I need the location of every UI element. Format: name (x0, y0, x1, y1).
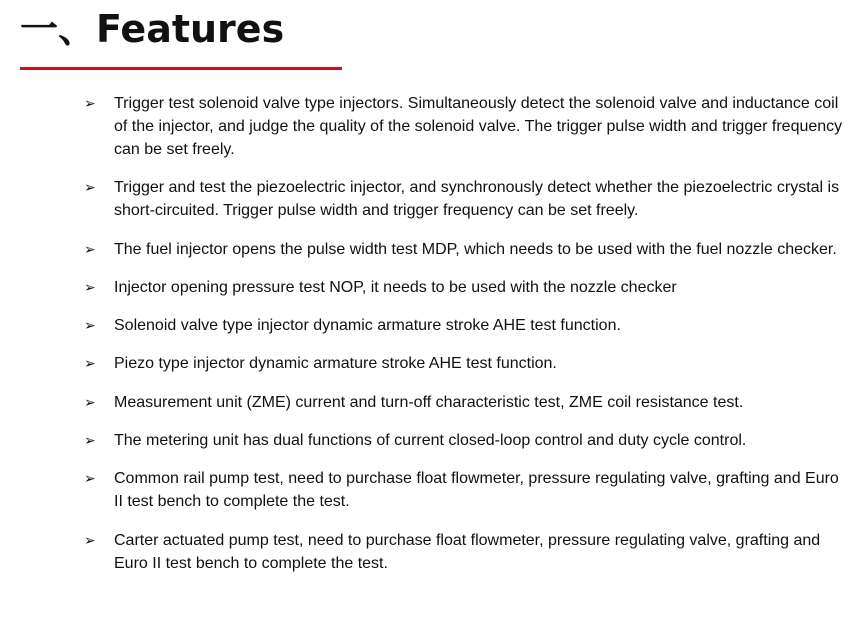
list-item (84, 238, 844, 261)
list-item (84, 314, 844, 337)
list-item (84, 276, 844, 299)
list-item (84, 176, 844, 222)
feature-text: Common rail pump test, need to purchase float flowmeter, pressure regulating valve, grafting and Euro II test bench to complete the test. (114, 470, 839, 511)
arrow-bullet-icon: ➢ (84, 531, 96, 548)
feature-text: The metering unit has dual functions of current closed-loop control and duty cycle control. (114, 432, 747, 450)
feature-text: Trigger and test the piezoelectric injector, and synchronously detect whether the piezoelectric crystal is short-circuited. Trigger pulse width and trigger frequency can be set freely. (114, 179, 840, 220)
arrow-bullet-icon: ➢ (84, 432, 96, 449)
arrow-bullet-icon: ➢ (84, 317, 96, 334)
list-item (84, 391, 844, 414)
feature-text: Solenoid valve type injector dynamic armature stroke AHE test function. (114, 317, 621, 335)
feature-text: Measurement unit (ZME) current and turn-off characteristic test, ZME coil resistance test. (114, 393, 744, 411)
list-item (84, 352, 844, 375)
feature-text: Injector opening pressure test NOP, it needs to be used with the nozzle checker (114, 278, 677, 296)
feature-text: Carter actuated pump test, need to purchase float flowmeter, pressure regulating valve, grafting and Euro II test bench to complete the test. (114, 531, 821, 572)
feature-list (84, 92, 844, 575)
arrow-bullet-icon: ➢ (84, 240, 96, 257)
arrow-bullet-icon: ➢ (84, 278, 96, 295)
feature-text: Trigger test solenoid valve type injectors. Simultaneously detect the solenoid valve and inductance coil of the injector, and judge the quality of the solenoid valve. The trigger pulse width and trigger frequency can be set freely. (114, 95, 843, 158)
feature-text: Piezo type injector dynamic armature stroke AHE test function. (114, 355, 557, 373)
arrow-bullet-icon: ➢ (84, 95, 96, 111)
page-title: 一、Features (20, 7, 285, 51)
arrow-bullet-icon: ➢ (84, 355, 96, 372)
arrow-bullet-icon: ➢ (84, 470, 96, 487)
list-item (84, 429, 844, 452)
arrow-bullet-icon: ➢ (84, 179, 96, 196)
list-item (84, 529, 844, 575)
list-item (84, 92, 844, 161)
arrow-bullet-icon: ➢ (84, 393, 96, 410)
title-underline (20, 67, 342, 70)
feature-text: The fuel injector opens the pulse width test MDP, which needs to be used with the fuel nozzle checker. (114, 240, 837, 258)
list-item (84, 467, 844, 513)
